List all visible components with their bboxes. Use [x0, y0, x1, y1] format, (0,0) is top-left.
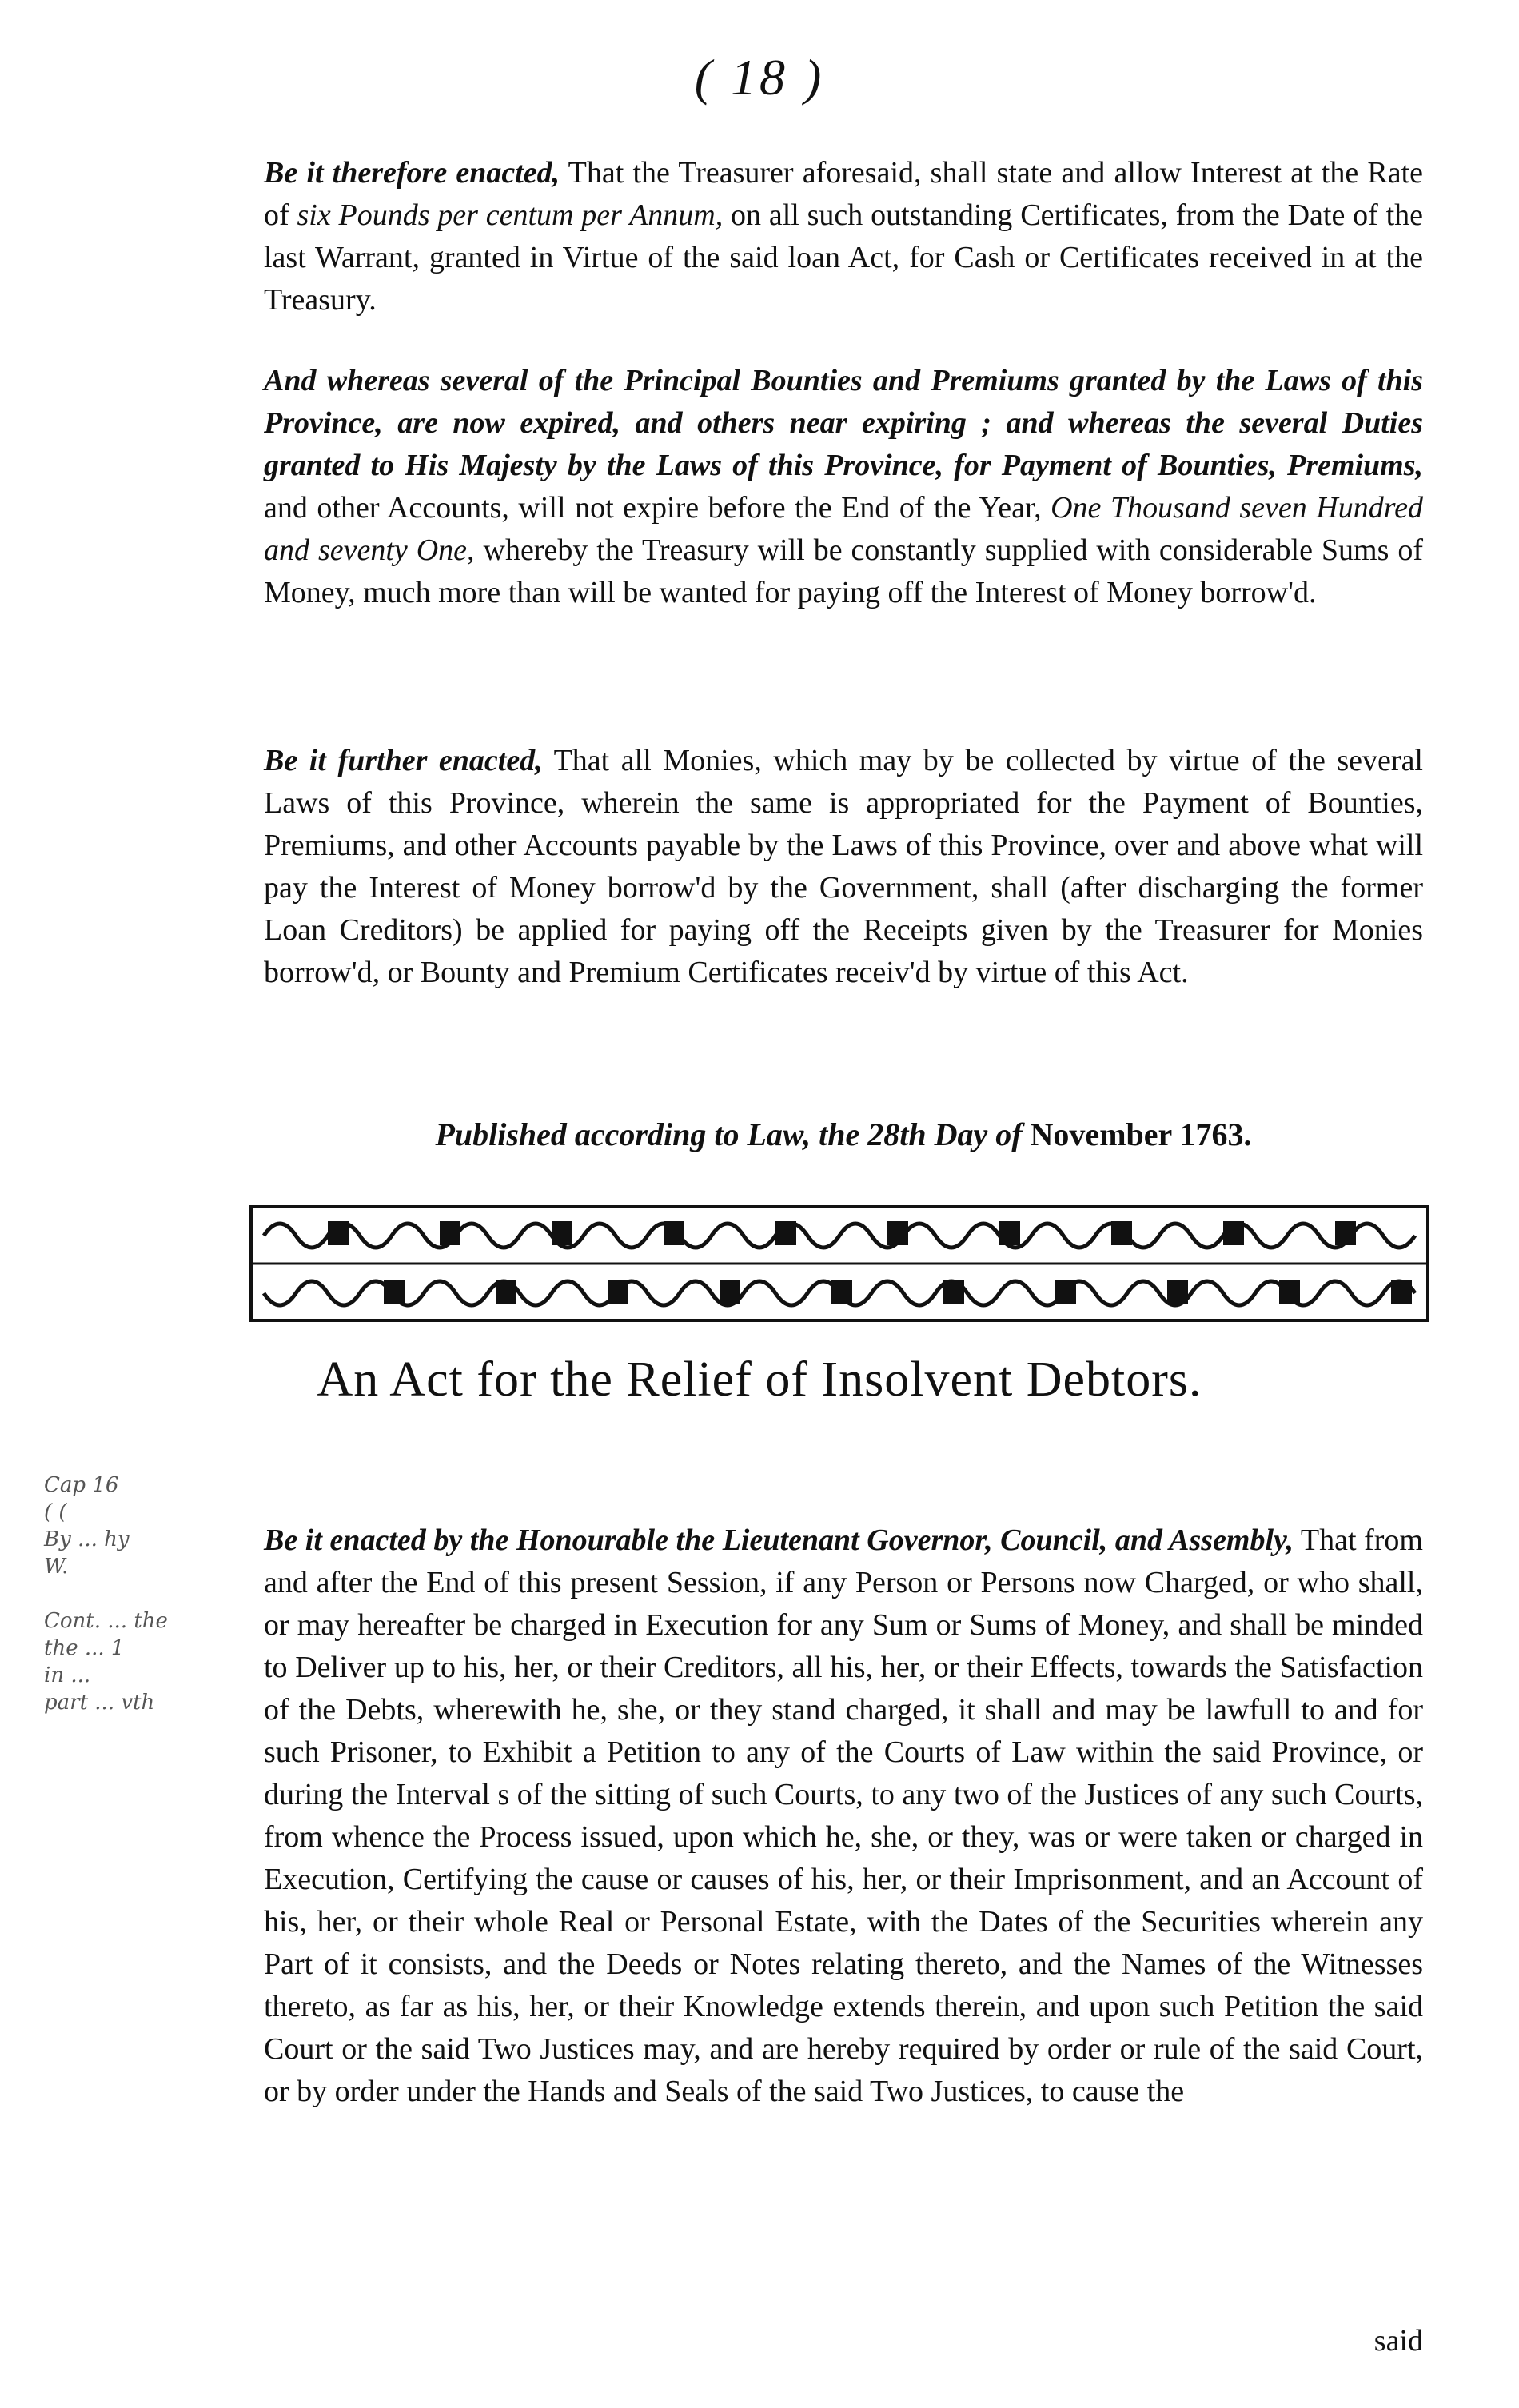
paragraph-lead: Be it therefore enacted, — [264, 156, 560, 190]
ornamental-border — [248, 1204, 1431, 1324]
margin-note-line: W. — [44, 1555, 69, 1579]
publication-italic: Published according to Law, the 28th Day of — [435, 1116, 1023, 1152]
margin-note-line: in ... — [44, 1663, 91, 1687]
paragraph-insolvent-debtors — [264, 1519, 1423, 2113]
paragraph-text: That from and after the End of this present Session, if any Person or Persons now Charged, or who shall, or may hereafter be charged in Execution for any Sum or Sums of Money, and shall be minded to Deliver up to his, her, or their Creditors, all his, her, or their Effects, towards the Satisfaction of the Debts, wherewith he, she, or they stand charged, it shall and may be lawfull to and for such Prisoner, to Exhibit a Petition to any of the Courts of Law within the said Province, or during the Interval s of the sitting of such Courts, to any two of the Justices of any such Courts, from whence the Process issued, upon which he, she, or they, was or were taken or charged in Execution, Certifying the cause or causes of his, her, or their Imprisonment, and an Account of his, her, or their whole Real or Personal Estate, with the Dates of the Securities wherein any Part of it consists, and the Deeds or Notes relating thereto, and the Names of the Witnesses thereto, as far as his, her, or their Knowledge extends therein, and upon such Petition the said Court or the said Two Justices may, and are hereby required by order or rule of the said Court, or by order under the Hands and Seals of the said Two Justices, to cause the — [264, 1523, 1423, 2108]
margin-note-line: By ... hy — [44, 1527, 130, 1551]
paragraph-text: and other Accounts, will not expire before the End of the Year, — [264, 491, 1051, 525]
paragraph-whereas-bounties — [264, 360, 1423, 614]
margin-note-line: Cap 16 — [44, 1473, 119, 1497]
act-title: An Act for the Relief of Insolvent Debtors. — [317, 1352, 1202, 1407]
paragraph-lead: Be it enacted by the Honourable the Lieutenant Governor, Council, and Assembly, — [264, 1523, 1294, 1557]
paragraph-text: on all such outstanding Certificates, from the Date of the last Warrant, granted in Virtue of the said loan Act, for Cash or Certificates received in at the Treasury. — [264, 198, 1424, 317]
margin-note-line: part ... vth — [44, 1691, 155, 1715]
paragraph-italic: One Thousand seven Hundred and seventy One, — [264, 491, 1423, 567]
paragraph-further-enacted — [264, 740, 1423, 994]
paragraph-italic: And whereas several of the Principal Bounties and Premiums granted by the Laws of this Province, are now expired, and others near expiring ; and whereas the several Duties granted to His Majesty by the Laws of this Province, for Payment of Bounties, Premiums, — [264, 364, 1423, 482]
paragraph-italic: six Pounds per centum per Annum, — [297, 198, 724, 232]
margin-note-line: Cont. ... the — [44, 1609, 168, 1633]
paragraph-text: That all Monies, which may by be collected by virtue of the several Laws of this Province, wherein the same is appropriated for the Payment of Bounties, Premiums, and other Accounts payable by the Laws of this Province, over and above what will pay the Interest of Money borrow'd by the Government, shall (after discharging the former Loan Creditors) be applied for paying off the Receipts given by the Treasurer for Monies borrow'd, or Bounty and Premium Certificates receiv'd by virtue of this Act. — [264, 744, 1423, 989]
catchword: said — [1373, 2324, 1423, 2358]
paragraph-lead: Be it further enacted, — [264, 744, 543, 777]
margin-note-line — [44, 1580, 228, 1607]
publication-line — [264, 1116, 1423, 1153]
margin-note-line: the ... 1 — [44, 1636, 125, 1660]
page-number: ( 18 ) — [694, 49, 825, 106]
handwritten-margin-note — [44, 1472, 228, 1716]
publication-date: November 1763. — [1022, 1116, 1252, 1152]
paragraph-treasurer-interest — [264, 152, 1423, 321]
margin-note-line: ( ( — [44, 1500, 67, 1524]
paragraph-text: That the Treasurer aforesaid, shall state and allow Interest at the Rate of — [264, 156, 1423, 232]
paragraph-text: whereby the Treasury will be constantly supplied with considerable Sums of Money, much more than will be wanted for paying off the Interest of Money borrow'd. — [264, 533, 1424, 609]
